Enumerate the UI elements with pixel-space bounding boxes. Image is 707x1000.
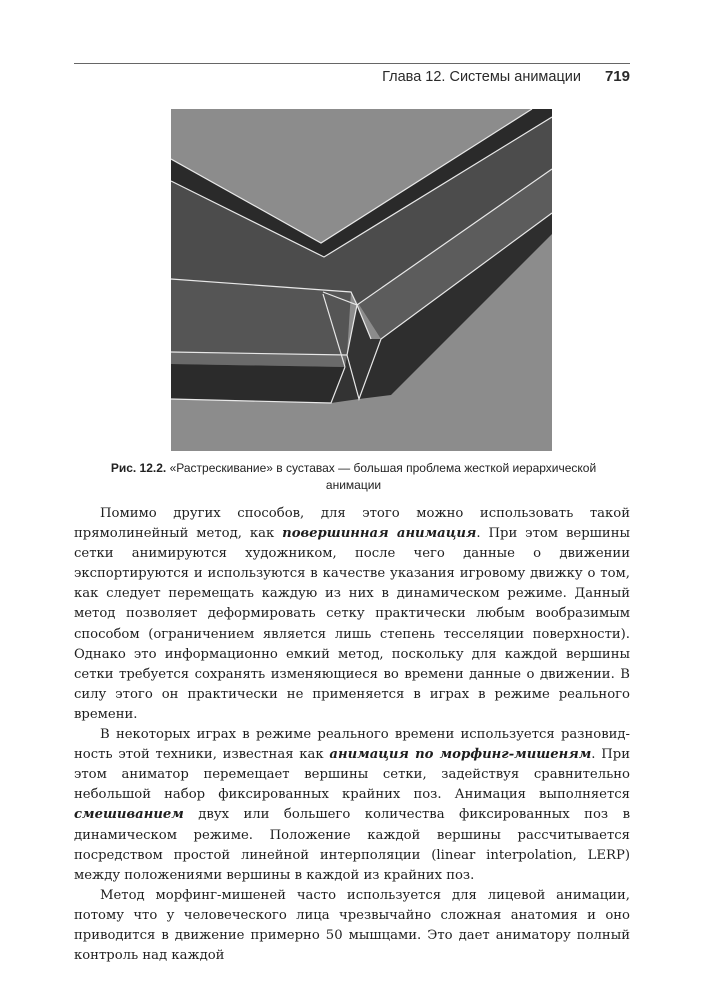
emphasis-term: смешиванием xyxy=(74,807,184,823)
figure-label: Рис. 12.2. xyxy=(110,461,167,475)
emphasis-term: повершинная анимация xyxy=(282,526,477,542)
chapter-title: Глава 12. Системы анимации xyxy=(382,69,581,85)
paragraph-text: . При этом вершины сетки анимируются художником, после чего данные о движении экспортируются и используются в качестве указания игровому движку о том, как следует перемещать каждую из них в динамическом режиме. Данный метод позволяет деформировать сетку практически любым вообразимым способом (ограничением является лишь степень тесселяции поверхности). Однако это информационно емкий метод, поскольку для каждой вершины сетки требуется сохранять изменяющиеся во времени данные о движении. В силу этого он практически не применяется в играх в режиме реального времени. xyxy=(74,526,630,722)
figure-render xyxy=(171,109,552,451)
paragraph-2 xyxy=(74,725,630,886)
paragraph-text: двух или большего количества фиксированных поз в динамическом режиме. Положение каждой вершины рассчитывается посредством простой линейной интерполяции (linear interpolation, LERP) между положениями вершины в каждой из крайних поз. xyxy=(74,807,630,883)
paragraph-text: Метод морфинг-мишеней часто используется для лицевой анимации, потому что у человеческого лица чрезвычайно сложная анатомия и оно приводится в движение примерно 50 мышцами. Это дает аниматору полный контроль над каждой xyxy=(74,887,630,964)
paragraph-text: . При этом аниматор перемещает вершины сетки, задействуя сравнительно небольшой набор фиксированных крайних поз. Анимация выполняется xyxy=(74,747,630,803)
paragraph-1 xyxy=(74,504,630,725)
page-number: 719 xyxy=(604,68,630,85)
header-rule xyxy=(74,63,630,64)
figure-joint-cracking xyxy=(171,109,552,451)
running-head xyxy=(382,68,630,85)
emphasis-term: анимация по морфинг-мишеням xyxy=(329,747,592,763)
body-text xyxy=(74,504,630,966)
figure-caption xyxy=(100,460,607,494)
figure-caption-text: «Растрескивание» в суставах — большая проблема жесткой иерархической анимации xyxy=(169,461,597,492)
paragraph-text: В некоторых играх в режиме реального времени используется разновидность этой техники, известная как xyxy=(74,727,630,763)
paragraph-3 xyxy=(74,886,630,966)
paragraph-text: Помимо других способов, для этого можно использовать такой прямолинейный метод, как xyxy=(74,506,630,542)
